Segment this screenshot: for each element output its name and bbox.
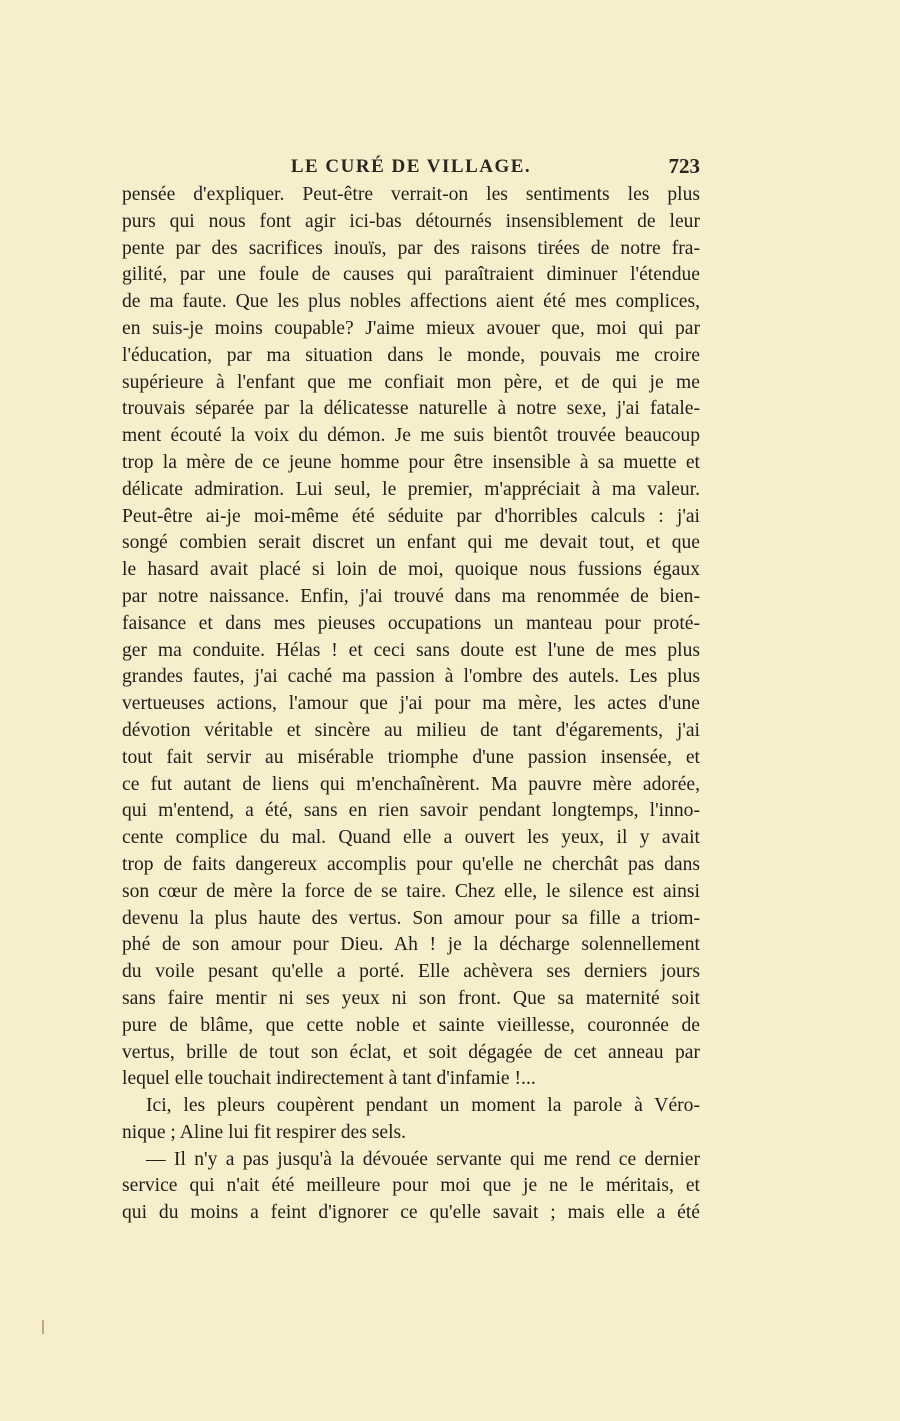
text-line: vertueuses actions, l'amour que j'ai pour ma mère, les actes d'une xyxy=(122,693,700,715)
text-line: ger ma conduite. Hélas ! et ceci sans doute est l'une de mes plus xyxy=(122,639,700,661)
text-line: du voile pesant qu'elle a porté. Elle achèvera ses derniers jours xyxy=(122,961,700,983)
text-line: son cœur de mère la force de se taire. Chez elle, le silence est ainsi xyxy=(122,880,700,902)
text-line: dévotion véritable et sincère au milieu de tant d'égarements, j'ai xyxy=(122,719,700,741)
text-line: trouvais séparée par la délicatesse naturelle à notre sexe, j'ai fatale- xyxy=(122,398,700,420)
text-line: qui du moins a feint d'ignorer ce qu'elle savait ; mais elle a été xyxy=(122,1202,700,1224)
text-line: supérieure à l'enfant que me confiait mon père, et de qui je me xyxy=(122,371,700,393)
text-line: gilité, par une foule de causes qui paraîtraient diminuer l'étendue xyxy=(122,264,700,286)
text-line: ce fut autant de liens qui m'enchaînèrent. Ma pauvre mère adorée, xyxy=(122,773,700,795)
text-line: grandes fautes, j'ai caché ma passion à l'ombre des autels. Les plus xyxy=(122,666,700,688)
text-line: ment écouté la voix du démon. Je me suis bientôt trouvée beaucoup xyxy=(122,425,700,447)
text-line: de ma faute. Que les plus nobles affections aient été mes complices, xyxy=(122,291,700,313)
text-line: service qui n'ait été meilleure pour moi que je ne le méritais, et xyxy=(122,1175,700,1197)
text-line: par notre naissance. Enfin, j'ai trouvé dans ma renommée de bien- xyxy=(122,585,700,607)
text-line: phé de son amour pour Dieu. Ah ! je la décharge solennellement xyxy=(122,934,700,956)
text-line: trop la mère de ce jeune homme pour être insensible à sa muette et xyxy=(122,451,700,473)
text-line: pure de blâme, que cette noble et sainte vieillesse, couronnée de xyxy=(122,1014,700,1036)
text-line: le hasard avait placé si loin de moi, quoique nous fussions égaux xyxy=(122,559,700,581)
text-line: vertus, brille de tout son éclat, et soit dégagée de cet anneau par xyxy=(122,1041,700,1063)
text-line: nique ; Aline lui fit respirer des sels. xyxy=(122,1121,407,1143)
margin-mark xyxy=(42,1320,44,1334)
text-line: tout fait servir au misérable triomphe d'une passion insensée, et xyxy=(122,746,700,768)
text-line: faisance et dans mes pieuses occupations un manteau pour proté- xyxy=(122,612,700,634)
text-line: Ici, les pleurs coupèrent pendant un moment la parole à Véro- xyxy=(146,1095,700,1117)
text-line: pensée d'expliquer. Peut-être verrait-on les sentiments les plus xyxy=(122,184,700,205)
text-line: sans faire mentir ni ses yeux ni son front. Que sa maternité soit xyxy=(122,987,700,1009)
body-text xyxy=(122,182,700,1227)
text-line: en suis-je moins coupable? J'aime mieux avouer que, moi qui par xyxy=(122,317,700,339)
text-line: purs qui nous font agir ici-bas détournés insensiblement de leur xyxy=(122,210,700,232)
text-line: pente par des sacrifices inouïs, par des raisons tirées de notre fra- xyxy=(122,237,700,259)
text-line: qui m'entend, a été, sans en rien savoir pendant longtemps, l'inno- xyxy=(122,800,700,822)
text-line: songé combien serait discret un enfant qui me devait tout, et que xyxy=(122,532,700,554)
text-line: lequel elle touchait indirectement à tant d'infamie !... xyxy=(122,1068,536,1090)
text-line: devenu la plus haute des vertus. Son amour pour sa fille a triom- xyxy=(122,907,700,929)
page-header xyxy=(122,152,700,182)
text-line: Peut-être ai-je moi-même été séduite par d'horribles calculs : j'ai xyxy=(122,505,700,527)
page-number: 723 xyxy=(668,154,700,178)
text-line: — Il n'y a pas jusqu'à la dévouée servante qui me rend ce dernier xyxy=(146,1148,700,1170)
text-line: cente complice du mal. Quand elle a ouvert les yeux, il y avait xyxy=(122,827,700,849)
text-line: délicate admiration. Lui seul, le premier, m'appréciait à ma valeur. xyxy=(122,478,700,500)
running-title: LE CURÉ DE VILLAGE. xyxy=(290,156,532,177)
text-line: trop de faits dangereux accomplis pour qu'elle ne cherchât pas dans xyxy=(122,853,700,875)
text-line: l'éducation, par ma situation dans le monde, pouvais me croire xyxy=(122,344,700,366)
